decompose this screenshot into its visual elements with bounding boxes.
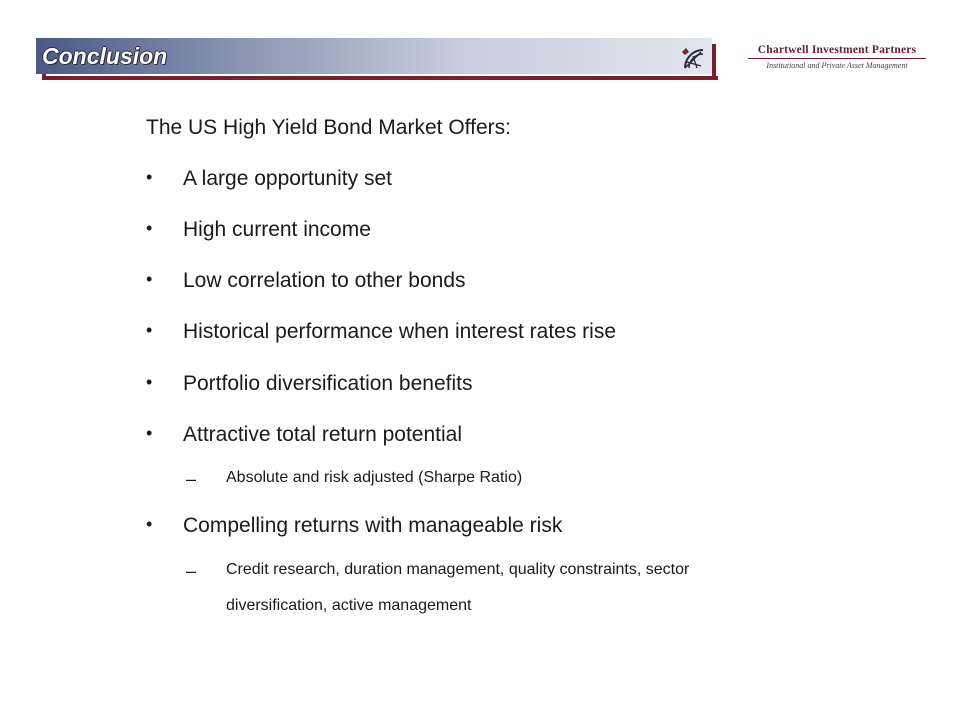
intro-heading: The US High Yield Bond Market Offers: bbox=[146, 116, 511, 139]
bullet-icon: • bbox=[146, 167, 153, 187]
bullet-label: Portfolio diversification benefits bbox=[183, 372, 473, 395]
bullet-label: Historical performance when interest rates rise bbox=[183, 320, 617, 343]
title-banner bbox=[36, 38, 718, 80]
banner-border-right bbox=[712, 44, 716, 80]
bullet-icon: • bbox=[146, 218, 153, 238]
bullet-icon: • bbox=[146, 320, 153, 340]
bullet-icon: • bbox=[146, 514, 153, 534]
compass-rose-icon bbox=[681, 46, 707, 72]
bullet-icon: • bbox=[146, 372, 153, 392]
dash-icon: – bbox=[186, 469, 197, 489]
sub-bullet-label: Credit research, duration management, quality constraints, sector bbox=[226, 561, 690, 578]
dash-icon: – bbox=[186, 561, 197, 581]
firm-tagline: Institutional and Private Asset Management bbox=[766, 61, 908, 70]
sub-bullet-label: Absolute and risk adjusted (Sharpe Ratio) bbox=[226, 469, 523, 486]
bullet-label: High current income bbox=[183, 218, 371, 241]
bullet-label: Compelling returns with manageable risk bbox=[183, 514, 563, 537]
firm-name: Chartwell Investment Partners bbox=[757, 44, 917, 56]
firm-logo bbox=[748, 44, 926, 70]
firm-divider bbox=[748, 58, 926, 59]
sub-bullet-label-continued: diversification, active management bbox=[226, 597, 472, 614]
bullet-label: A large opportunity set bbox=[183, 167, 392, 190]
bullet-label: Low correlation to other bonds bbox=[183, 269, 466, 292]
bullet-icon: • bbox=[146, 423, 153, 443]
bullet-icon: • bbox=[146, 269, 153, 289]
bullet-label: Attractive total return potential bbox=[183, 423, 462, 446]
slide-title: Conclusion bbox=[42, 43, 168, 69]
banner-border-bottom bbox=[42, 76, 718, 80]
